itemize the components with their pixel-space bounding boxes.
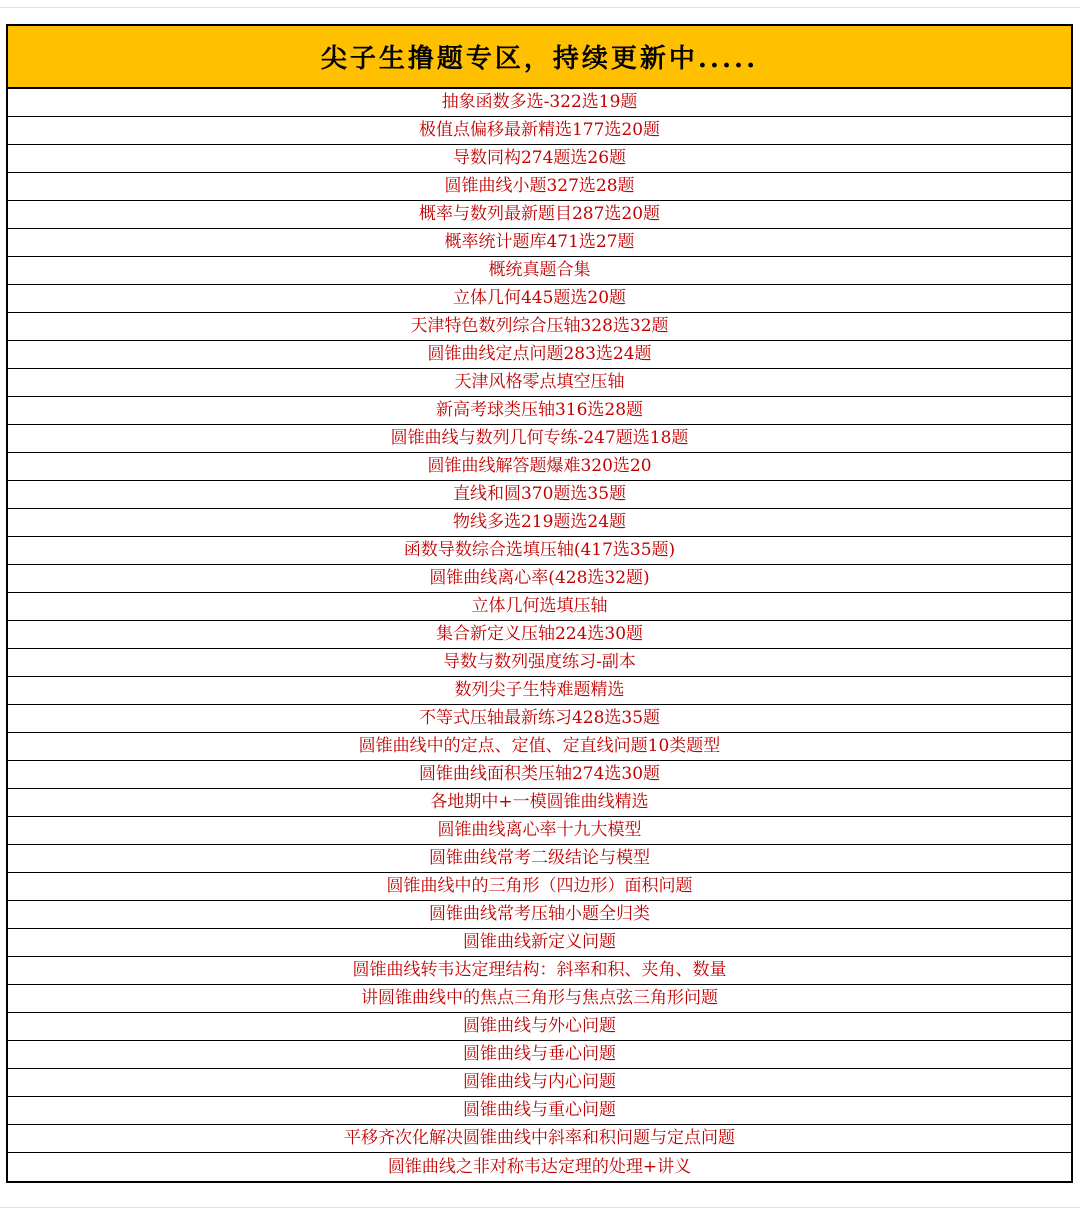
- table-row[interactable]: [8, 117, 1071, 145]
- table-title: 尖子生撸题专区，持续更新中.....: [320, 44, 759, 74]
- topic-title: 天津特色数列综合压轴328选32题: [410, 316, 669, 336]
- table-row[interactable]: [8, 1013, 1071, 1041]
- topic-title: 圆锥曲线离心率(428选32题): [429, 568, 650, 588]
- topic-title: 圆锥曲线新定义问题: [463, 932, 616, 952]
- topic-title: 立体几何选填压轴: [471, 596, 608, 616]
- table-row[interactable]: [8, 649, 1071, 677]
- topic-title: 数列尖子生特难题精选: [454, 680, 625, 700]
- table-row[interactable]: [8, 1069, 1071, 1097]
- topic-title: 函数导数综合选填压轴(417选35题): [403, 540, 676, 560]
- table-row[interactable]: [8, 1097, 1071, 1125]
- topic-title: 物线多选219题选24题: [452, 512, 627, 532]
- topic-title: 导数同构274题选26题: [452, 148, 627, 168]
- topic-title: 概统真题合集: [488, 260, 591, 280]
- table-row[interactable]: [8, 397, 1071, 425]
- table-row[interactable]: [8, 677, 1071, 705]
- topic-title: 圆锥曲线与外心问题: [463, 1016, 616, 1036]
- topic-title: 圆锥曲线面积类压轴274选30题: [418, 764, 661, 784]
- topic-title: 圆锥曲线转韦达定理结构：斜率和积、夹角、数量: [352, 960, 727, 980]
- topic-title: 新高考球类压轴316选28题: [435, 400, 644, 420]
- table-row[interactable]: [8, 1125, 1071, 1153]
- table-row[interactable]: [8, 1041, 1071, 1069]
- table-row[interactable]: [8, 733, 1071, 761]
- table-row[interactable]: [8, 761, 1071, 789]
- table-row[interactable]: [8, 565, 1071, 593]
- table-row[interactable]: [8, 481, 1071, 509]
- sheet-gridline-bottom: [0, 1207, 1080, 1208]
- topic-title: 集合新定义压轴224选30题: [435, 624, 644, 644]
- topic-title: 圆锥曲线小题327选28题: [444, 176, 635, 196]
- table-row[interactable]: [8, 537, 1071, 565]
- table-row[interactable]: [8, 621, 1071, 649]
- topic-title: 圆锥曲线解答题爆难320选20: [427, 456, 652, 476]
- table-row[interactable]: [8, 1153, 1071, 1181]
- topic-title: 圆锥曲线与重心问题: [463, 1100, 616, 1120]
- topic-title: 抽象函数多选-322选19题: [441, 92, 638, 112]
- topic-title: 概率统计题库471选27题: [444, 232, 635, 252]
- table-body: [8, 89, 1071, 1181]
- table-row[interactable]: [8, 985, 1071, 1013]
- table-row[interactable]: [8, 89, 1071, 117]
- table-row[interactable]: [8, 257, 1071, 285]
- topic-title: 极值点偏移最新精选177选20题: [418, 120, 661, 140]
- topic-title: 圆锥曲线与内心问题: [463, 1072, 616, 1092]
- table-row[interactable]: [8, 285, 1071, 313]
- table-row[interactable]: [8, 705, 1071, 733]
- table-row[interactable]: [8, 509, 1071, 537]
- topic-title: 平移齐次化解决圆锥曲线中斜率和积问题与定点问题: [344, 1128, 735, 1148]
- topic-title: 圆锥曲线定点问题283选24题: [427, 344, 652, 364]
- table-row[interactable]: [8, 201, 1071, 229]
- table-row[interactable]: [8, 873, 1071, 901]
- topic-title: 讲圆锥曲线中的焦点三角形与焦点弦三角形问题: [361, 988, 718, 1008]
- topic-title: 圆锥曲线之非对称韦达定理的处理+讲义: [387, 1156, 692, 1177]
- table-row[interactable]: [8, 453, 1071, 481]
- table-row[interactable]: [8, 145, 1071, 173]
- topic-title: 圆锥曲线与垂心问题: [463, 1044, 616, 1064]
- topic-title: 圆锥曲线中的三角形（四边形）面积问题: [386, 876, 693, 896]
- topic-title: 圆锥曲线与数列几何专练-247题选18题: [390, 428, 689, 448]
- topic-title: 概率与数列最新题目287选20题: [418, 204, 661, 224]
- table-row[interactable]: [8, 173, 1071, 201]
- topic-title: 圆锥曲线常考二级结论与模型: [429, 848, 650, 868]
- table-row[interactable]: [8, 229, 1071, 257]
- table-row[interactable]: [8, 901, 1071, 929]
- table-row[interactable]: [8, 817, 1071, 845]
- topic-table: [6, 24, 1073, 1183]
- topic-title: 立体几何445题选20题: [452, 288, 627, 308]
- table-row[interactable]: [8, 593, 1071, 621]
- topic-title: 各地期中+一模圆锥曲线精选: [430, 792, 649, 812]
- sheet-gridline-top: [0, 7, 1080, 8]
- topic-title: 导数与数列强度练习-副本: [443, 652, 636, 672]
- topic-title: 天津风格零点填空压轴: [454, 372, 625, 392]
- table-row[interactable]: [8, 929, 1071, 957]
- topic-title: 圆锥曲线中的定点、定值、定直线问题10类题型: [358, 736, 721, 756]
- topic-title: 圆锥曲线离心率十九大模型: [437, 820, 642, 840]
- table-row[interactable]: [8, 425, 1071, 453]
- table-row[interactable]: [8, 789, 1071, 817]
- table-row[interactable]: [8, 957, 1071, 985]
- topic-title: 不等式压轴最新练习428选35题: [418, 708, 661, 728]
- table-row[interactable]: [8, 845, 1071, 873]
- topic-title: 直线和圆370题选35题: [452, 484, 627, 504]
- table-row[interactable]: [8, 369, 1071, 397]
- table-header[interactable]: [8, 26, 1071, 89]
- table-row[interactable]: [8, 341, 1071, 369]
- topic-title: 圆锥曲线常考压轴小题全归类: [429, 904, 650, 924]
- table-row[interactable]: [8, 313, 1071, 341]
